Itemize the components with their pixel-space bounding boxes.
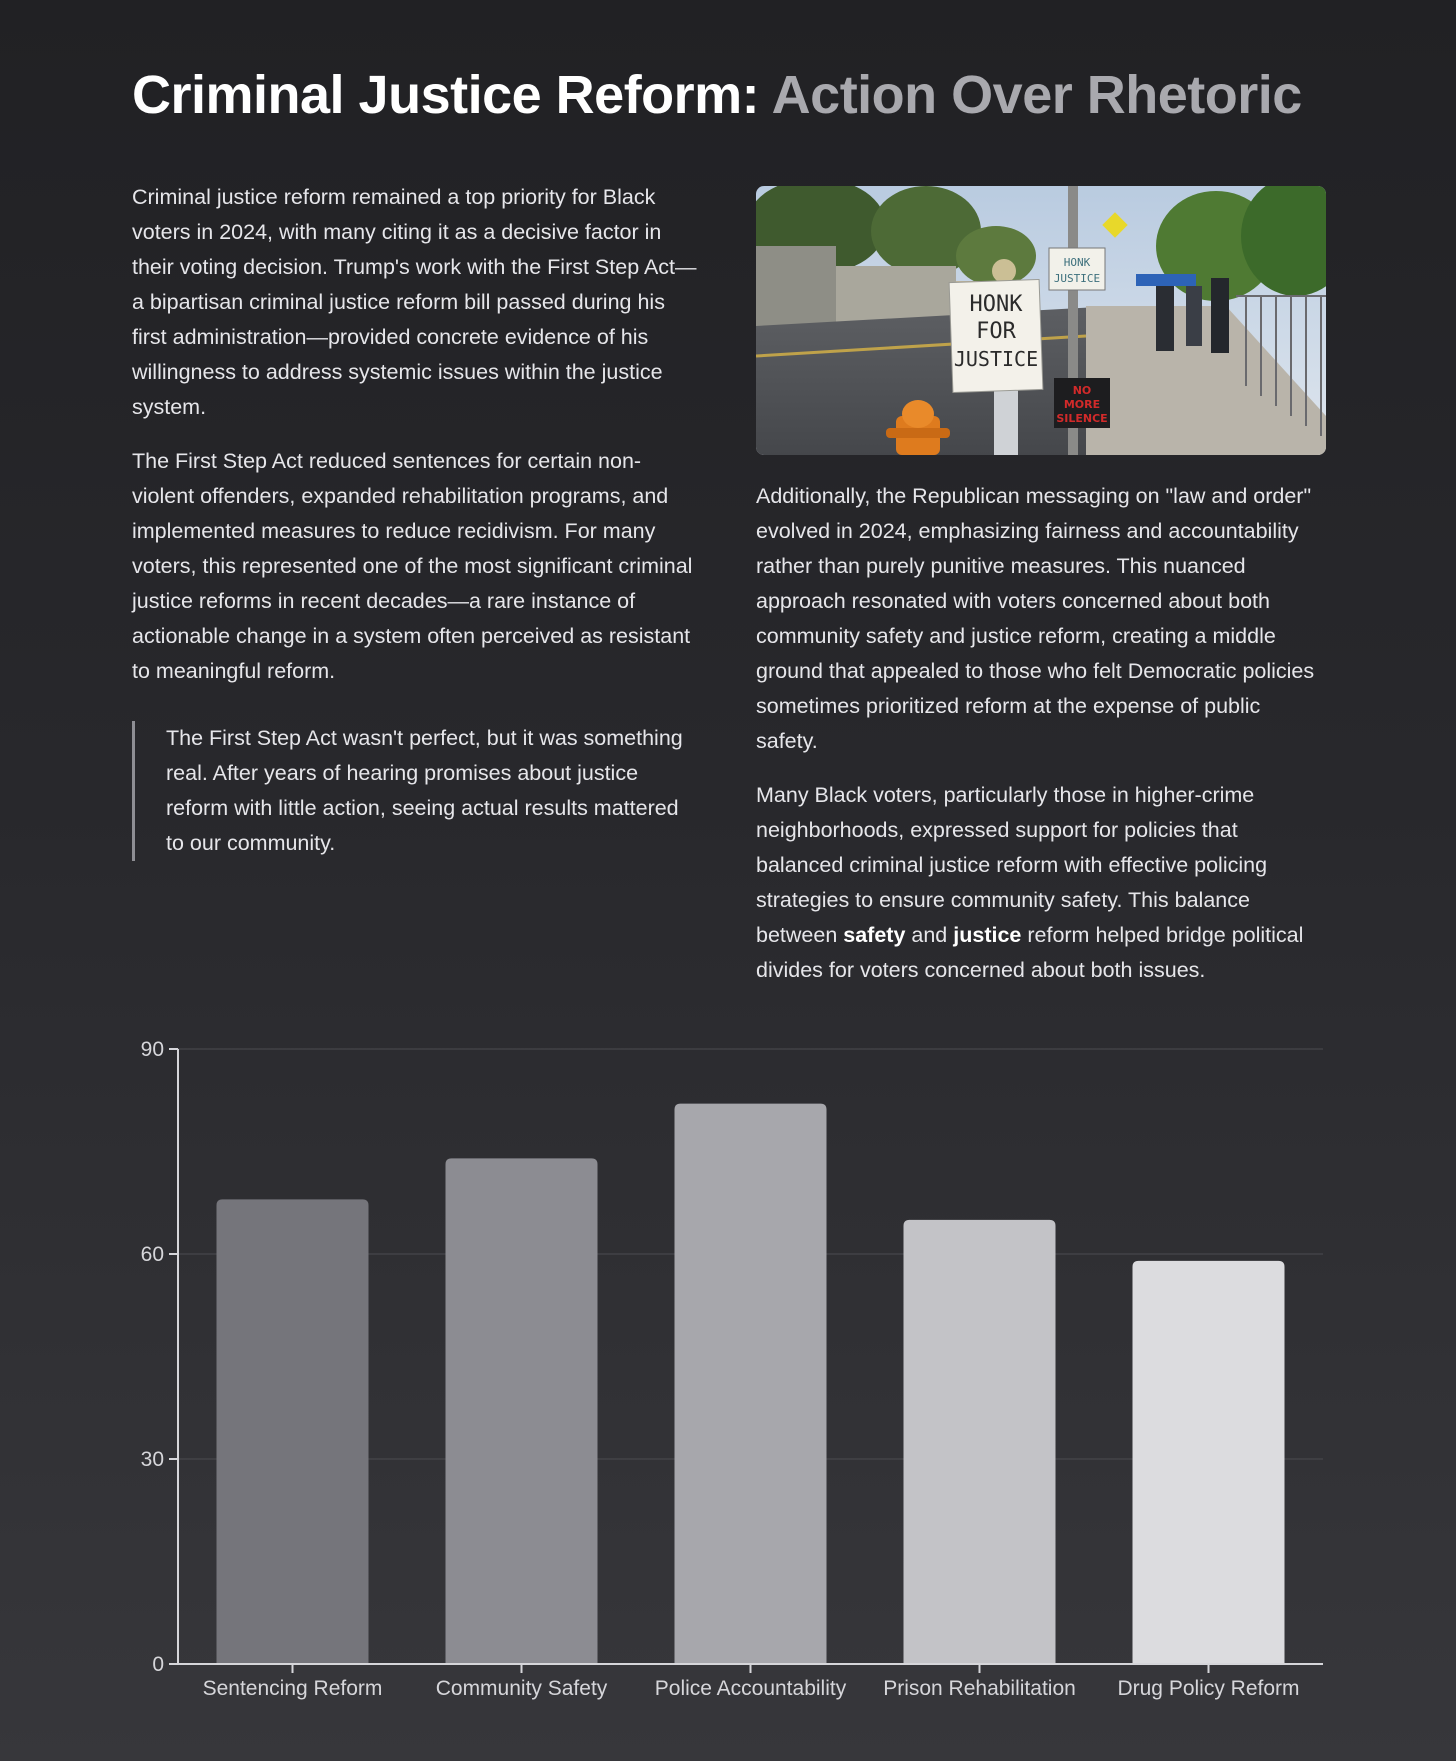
pull-quote-text: The First Step Act wasn't perfect, but it was something real. After years of hearing promises about justice reform with little action, seeing actual results mattered to our community. [166,726,683,855]
right-paragraph-2 [756,778,1326,988]
x-tick-label-3: Prison Rehabilitation [883,1677,1076,1700]
page-title [132,62,1302,128]
x-tick-label-2: Police Accountability [654,1677,847,1700]
left-paragraph-2: The First Step Act reduced sentences for certain non-violent offenders, expanded rehabilitation programs, and implemented measures to reduce recidivism. For many voters, this represented one of the most significant criminal justice reforms in recent decades—a rare instance of actionable change in a system often perceived as resistant to meaningful reform. [132,449,693,683]
protest-photo [756,186,1326,455]
bar-chart-svg [0,1020,1456,1720]
y-tick-label-90: 90 [140,1038,164,1061]
bar-drug-policy-reform [1133,1261,1285,1664]
right-paragraph-2-part-3: reform helped bridge political divides for voters concerned about both issues. [756,923,1304,982]
right-paragraph-2-part-1: Many Black voters, particularly those in higher-crime neighborhoods, expressed support for policies that balanced criminal justice reform with effective policing strategies to ensure community safety. This balance between [756,783,1268,947]
pull-quote [132,721,702,861]
title-main: Criminal Justice Reform: [132,65,760,125]
x-tick-label-1: Community Safety [435,1677,608,1700]
left-paragraph-1: Criminal justice reform remained a top priority for Black voters in 2024, with many citing it as a decisive factor in their voting decision. Trump's work with the First Step Act—a bipartisan criminal justice reform bill passed during his first administration—provided concrete evidence of his willingness to address systemic issues within the justice system. [132,185,697,419]
bar-community-safety [446,1158,598,1664]
title-accent: Action Over Rhetoric [771,65,1302,125]
x-tick-label-4: Drug Policy Reform [1117,1677,1300,1700]
main-sign-line-1: HONK [969,292,1023,317]
y-tick-label-30: 30 [140,1448,164,1471]
y-tick-label-0: 0 [152,1653,164,1676]
bold-justice: justice [953,923,1022,947]
main-sign-line-2: FOR [976,319,1016,344]
red-sign-line-3: SILENCE [1056,412,1108,425]
red-sign-line-1: NO [1072,384,1092,397]
bold-safety: safety [843,923,906,947]
bar-sentencing-reform [217,1199,369,1664]
bar-chart [0,1020,1456,1720]
main-sign-line-3: JUSTICE [953,347,1039,371]
x-tick-label-0: Sentencing Reform [202,1677,383,1700]
right-column [756,186,1326,1007]
small-sign-line-2: JUSTICE [1053,272,1101,285]
right-paragraph-2-part-2: and [905,923,954,947]
left-column [132,180,702,861]
bar-police-accountability [675,1104,827,1664]
small-sign-line-1: HONK [1063,256,1091,269]
y-tick-label-60: 60 [140,1243,164,1266]
protest-photo-illustration [756,186,1326,455]
bar-prison-rehabilitation [904,1220,1056,1664]
red-sign-line-2: MORE [1063,398,1101,411]
right-paragraph-1: Additionally, the Republican messaging on "law and order" evolved in 2024, emphasizing fairness and accountability rather than purely punitive measures. This nuanced approach resonated with voters concerned about both community safety and justice reform, creating a middle ground that appealed to those who felt Democratic policies sometimes prioritized reform at the expense of public safety. [756,484,1315,753]
